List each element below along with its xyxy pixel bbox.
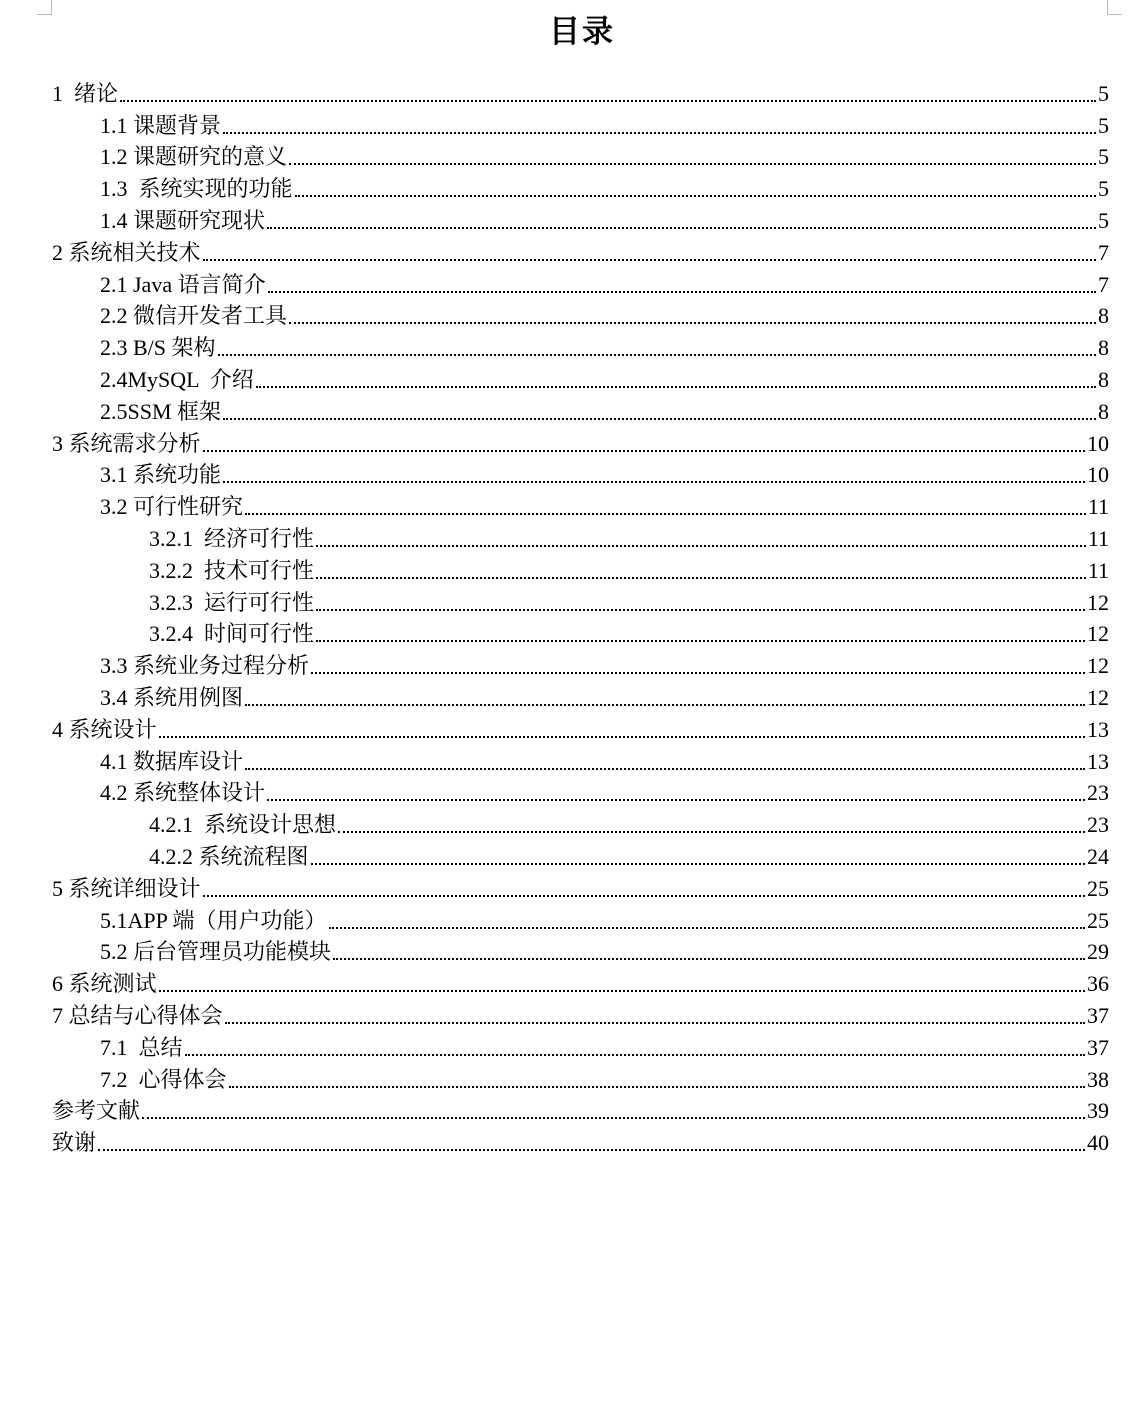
toc-dot-leader [203, 259, 1096, 261]
toc-dot-leader [245, 704, 1085, 706]
toc-dot-leader [245, 513, 1086, 515]
toc-entry-page-number: 13 [1087, 716, 1109, 742]
toc-entry-page-number: 8 [1098, 335, 1109, 361]
toc-entry-page-number: 25 [1087, 907, 1109, 933]
toc-entry-page-number: 29 [1087, 939, 1109, 965]
toc-entry-label: 2.5SSM 框架 [100, 398, 222, 424]
toc-entry-label: 1.4 课题研究现状 [100, 207, 266, 233]
toc-entry[interactable] [52, 679, 1109, 711]
toc-entry[interactable] [52, 616, 1109, 648]
toc-entry-label: 2.1 Java 语言简介 [100, 271, 266, 297]
toc-entry-page-number: 10 [1087, 462, 1109, 488]
toc-entry[interactable] [52, 1093, 1109, 1125]
toc-entry[interactable] [52, 1124, 1109, 1156]
toc-entry[interactable] [52, 457, 1109, 489]
toc-entry-label: 5 系统详细设计 [52, 875, 201, 901]
toc-entry[interactable] [52, 329, 1109, 361]
toc-entry-label: 3.2.2 技术可行性 [149, 557, 315, 583]
toc-entry[interactable] [52, 711, 1109, 743]
toc-dot-leader [223, 481, 1085, 483]
toc-entry-label: 3 系统需求分析 [52, 430, 201, 456]
toc-entry-page-number: 5 [1098, 144, 1109, 170]
toc-entry[interactable] [52, 139, 1109, 171]
toc-entry-page-number: 10 [1087, 430, 1109, 456]
toc-entry[interactable] [52, 1029, 1109, 1061]
toc-entry[interactable] [52, 75, 1109, 107]
toc-entry[interactable] [52, 775, 1109, 807]
toc-dot-leader [256, 386, 1096, 388]
toc-entry-page-number: 12 [1087, 621, 1109, 647]
toc-entry-label: 3.3 系统业务过程分析 [100, 653, 310, 679]
toc-entry-page-number: 5 [1098, 176, 1109, 202]
toc-dot-leader [142, 1117, 1085, 1119]
toc-dot-leader [289, 163, 1096, 165]
toc-entry-page-number: 23 [1087, 780, 1109, 806]
toc-dot-leader [311, 863, 1085, 865]
toc-entry-label: 3.1 系统功能 [100, 462, 222, 488]
toc-entry-page-number: 8 [1098, 366, 1109, 392]
toc-dot-leader [295, 195, 1096, 197]
toc-dot-leader [267, 799, 1085, 801]
toc-entry[interactable] [52, 266, 1109, 298]
toc-entry-label: 3.2.1 经济可行性 [149, 525, 315, 551]
toc-entry[interactable] [52, 902, 1109, 934]
toc-entry[interactable] [52, 584, 1109, 616]
toc-entry[interactable] [52, 647, 1109, 679]
toc-entry-label: 5.2 后台管理员功能模块 [100, 939, 332, 965]
toc-dot-leader [98, 1149, 1085, 1151]
toc-entry[interactable] [52, 107, 1109, 139]
toc-entry[interactable] [52, 870, 1109, 902]
toc-entry-page-number: 11 [1087, 525, 1109, 551]
toc-dot-leader [338, 831, 1085, 833]
toc-entry-page-number: 7 [1098, 239, 1109, 265]
toc-entry-page-number: 5 [1098, 80, 1109, 106]
toc-entry[interactable] [52, 425, 1109, 457]
toc-dot-leader [316, 609, 1085, 611]
toc-dot-leader [316, 577, 1086, 579]
toc-dot-leader [311, 672, 1085, 674]
toc-entry[interactable] [52, 361, 1109, 393]
toc-dot-leader [229, 1086, 1085, 1088]
toc-entry-label: 1.2 课题研究的意义 [100, 144, 288, 170]
toc-dot-leader [329, 927, 1085, 929]
toc-entry-page-number: 37 [1087, 1002, 1109, 1028]
toc-entry-page-number: 39 [1087, 1098, 1109, 1124]
toc-entry[interactable] [52, 997, 1109, 1029]
toc-dot-leader [268, 291, 1096, 293]
toc-entry[interactable] [52, 202, 1109, 234]
toc-entry-page-number: 38 [1087, 1066, 1109, 1092]
toc-entry-label: 4 系统设计 [52, 716, 157, 742]
toc-entry-label: 参考文献 [52, 1098, 141, 1124]
toc-entry-page-number: 11 [1087, 494, 1109, 520]
toc-dot-leader [218, 354, 1096, 356]
toc-entry-page-number: 13 [1087, 748, 1109, 774]
toc-dot-leader [159, 736, 1085, 738]
toc-entry-label: 7.2 心得体会 [100, 1066, 227, 1092]
toc-entry-label: 7 总结与心得体会 [52, 1002, 223, 1028]
toc-entry-label: 7.1 总结 [100, 1034, 183, 1060]
toc-entry-label: 1.3 系统实现的功能 [100, 176, 293, 202]
toc-dot-leader [223, 418, 1096, 420]
toc-entry-page-number: 40 [1087, 1130, 1109, 1156]
toc-entry-label: 3.2 可行性研究 [100, 494, 244, 520]
toc-entry-label: 6 系统测试 [52, 971, 157, 997]
toc-entry[interactable] [52, 552, 1109, 584]
toc-entry-page-number: 23 [1087, 812, 1109, 838]
toc-entry-label: 3.4 系统用例图 [100, 684, 244, 710]
toc-entry-page-number: 8 [1098, 303, 1109, 329]
toc-list [52, 75, 1109, 1156]
toc-entry-page-number: 8 [1098, 398, 1109, 424]
toc-entry-label: 5.1APP 端（用户功能） [100, 907, 327, 933]
toc-entry-label: 1.1 课题背景 [100, 112, 222, 138]
toc-entry-page-number: 12 [1087, 684, 1109, 710]
toc-entry[interactable] [52, 743, 1109, 775]
toc-entry-page-number: 11 [1087, 557, 1109, 583]
toc-entry-page-number: 12 [1087, 653, 1109, 679]
toc-entry-page-number: 24 [1087, 843, 1109, 869]
toc-dot-leader [203, 450, 1085, 452]
toc-dot-leader [316, 640, 1085, 642]
toc-title: 目录 [549, 14, 615, 49]
toc-dot-leader [289, 322, 1096, 324]
toc-dot-leader [120, 100, 1096, 102]
toc-dot-leader [225, 1022, 1085, 1024]
toc-entry-label: 4.2.2 系统流程图 [149, 843, 309, 869]
toc-entry[interactable] [52, 806, 1109, 838]
toc-entry[interactable] [52, 298, 1109, 330]
toc-entry-label: 3.2.4 时间可行性 [149, 621, 315, 647]
toc-entry-page-number: 25 [1087, 875, 1109, 901]
toc-dot-leader [267, 227, 1096, 229]
toc-entry[interactable] [52, 934, 1109, 966]
toc-entry-label: 2.3 B/S 架构 [100, 335, 216, 361]
toc-entry-page-number: 7 [1098, 271, 1109, 297]
toc-entry-label: 2.4MySQL 介绍 [100, 366, 254, 392]
toc-dot-leader [316, 545, 1086, 547]
toc-entry-page-number: 36 [1087, 971, 1109, 997]
toc-dot-leader [245, 768, 1085, 770]
toc-entry-label: 2 系统相关技术 [52, 239, 201, 265]
toc-entry[interactable] [52, 170, 1109, 202]
toc-entry-page-number: 12 [1087, 589, 1109, 615]
toc-entry[interactable] [52, 1061, 1109, 1093]
toc-entry[interactable] [52, 965, 1109, 997]
toc-entry-page-number: 5 [1098, 112, 1109, 138]
toc-entry-label: 4.2.1 系统设计思想 [149, 812, 337, 838]
toc-entry[interactable] [52, 838, 1109, 870]
toc-dot-leader [185, 1054, 1085, 1056]
toc-dot-leader [223, 132, 1096, 134]
toc-entry-label: 致谢 [52, 1130, 97, 1156]
toc-entry-label: 3.2.3 运行可行性 [149, 589, 315, 615]
toc-dot-leader [159, 990, 1085, 992]
toc-entry[interactable] [52, 488, 1109, 520]
toc-entry-label: 2.2 微信开发者工具 [100, 303, 288, 329]
toc-entry-label: 4.2 系统整体设计 [100, 780, 266, 806]
toc-entry[interactable] [52, 393, 1109, 425]
toc-entry-page-number: 5 [1098, 207, 1109, 233]
toc-entry[interactable] [52, 234, 1109, 266]
toc-dot-leader [333, 958, 1085, 960]
toc-entry[interactable] [52, 520, 1109, 552]
toc-dot-leader [203, 895, 1085, 897]
toc-entry-label: 4.1 数据库设计 [100, 748, 244, 774]
toc-entry-label: 1 绪论 [52, 80, 119, 106]
toc-entry-page-number: 37 [1087, 1034, 1109, 1060]
